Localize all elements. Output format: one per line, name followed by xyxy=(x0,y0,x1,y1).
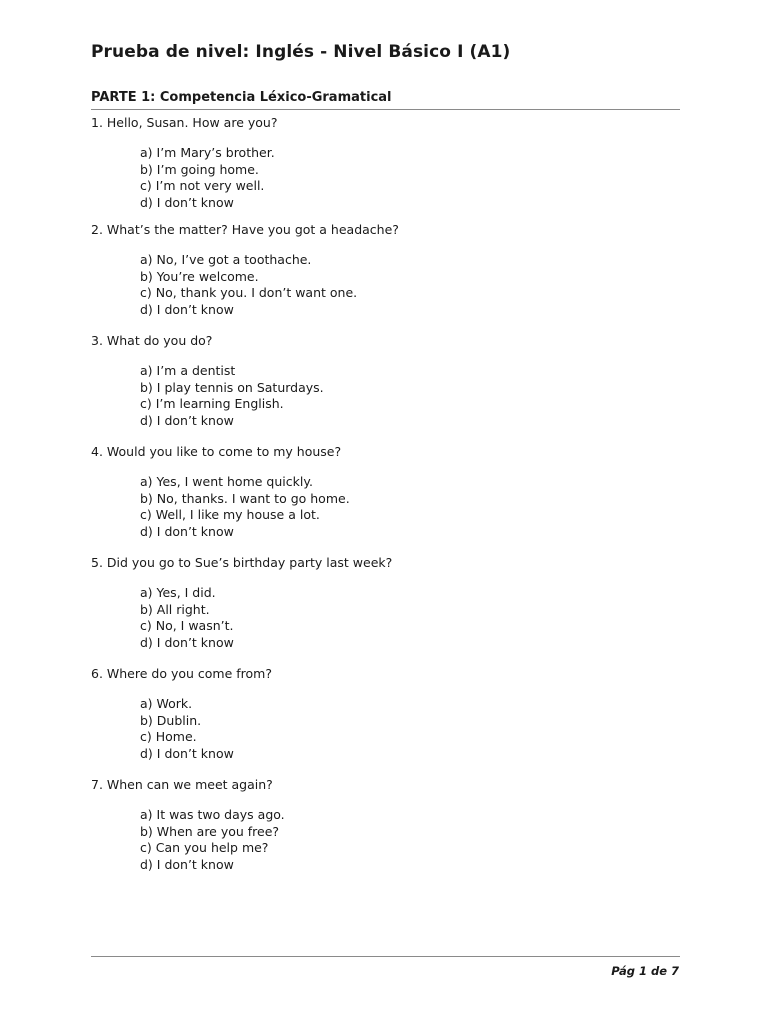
option-c: c) Home. xyxy=(140,729,197,744)
option-a: a) Yes, I did. xyxy=(140,585,216,600)
option-b: b) No, thanks. I want to go home. xyxy=(140,490,350,506)
footer-divider xyxy=(91,956,680,957)
option-d: d) I don’t know xyxy=(140,301,234,317)
option-c: c) Well, I like my house a lot. xyxy=(140,507,320,522)
option-c: c) No, thank you. I don’t want one. xyxy=(140,285,358,300)
option-d: d) I don’t know xyxy=(140,412,234,428)
option-list xyxy=(140,252,399,318)
question-text: 4. Would you like to come to my house? xyxy=(91,444,342,459)
question-3 xyxy=(91,332,324,429)
option-b: b) When are you free? xyxy=(140,823,280,839)
question-2 xyxy=(91,221,399,318)
section-title: PARTE 1: Competencia Léxico-Gramatical xyxy=(91,90,392,105)
question-text: 5. Did you go to Sue’s birthday party last week? xyxy=(91,555,393,570)
option-list xyxy=(140,363,324,429)
question-1 xyxy=(91,114,277,211)
option-d: d) I don’t know xyxy=(140,634,234,650)
option-d: d) I don’t know xyxy=(140,523,234,539)
option-c: c) Can you help me? xyxy=(140,840,269,855)
option-b: b) You’re welcome. xyxy=(140,268,259,284)
option-d: d) I don’t know xyxy=(140,745,234,761)
option-list xyxy=(140,145,277,211)
option-a: a) I’m Mary’s brother. xyxy=(140,145,275,160)
question-text: 6. Where do you come from? xyxy=(91,666,272,681)
question-text: 3. What do you do? xyxy=(91,333,213,348)
option-list xyxy=(140,474,350,540)
question-7 xyxy=(91,776,285,873)
option-a: a) Work. xyxy=(140,696,193,711)
option-d: d) I don’t know xyxy=(140,856,234,872)
option-c: c) No, I wasn’t. xyxy=(140,618,234,633)
option-b: b) I’m going home. xyxy=(140,161,259,177)
page-number: Pág 1 de 7 xyxy=(611,964,679,978)
option-b: b) Dublin. xyxy=(140,712,202,728)
option-d: d) I don’t know xyxy=(140,194,234,210)
question-text: 7. When can we meet again? xyxy=(91,777,273,792)
option-list xyxy=(140,696,272,762)
option-c: c) I’m not very well. xyxy=(140,178,265,193)
option-c: c) I’m learning English. xyxy=(140,396,284,411)
question-5 xyxy=(91,554,392,651)
page-title: Prueba de nivel: Inglés - Nivel Básico I (A1) xyxy=(91,42,511,62)
option-b: b) I play tennis on Saturdays. xyxy=(140,379,324,395)
question-4 xyxy=(91,443,350,540)
option-list xyxy=(140,585,392,651)
question-text: 2. What’s the matter? Have you got a headache? xyxy=(91,222,399,237)
option-a: a) Yes, I went home quickly. xyxy=(140,474,313,489)
option-a: a) No, I’ve got a toothache. xyxy=(140,252,312,267)
option-b: b) All right. xyxy=(140,601,210,617)
option-a: a) It was two days ago. xyxy=(140,807,285,822)
question-text: 1. Hello, Susan. How are you? xyxy=(91,115,278,130)
question-6 xyxy=(91,665,272,762)
option-a: a) I’m a dentist xyxy=(140,363,236,378)
section-header xyxy=(91,86,680,110)
option-list xyxy=(140,807,285,873)
